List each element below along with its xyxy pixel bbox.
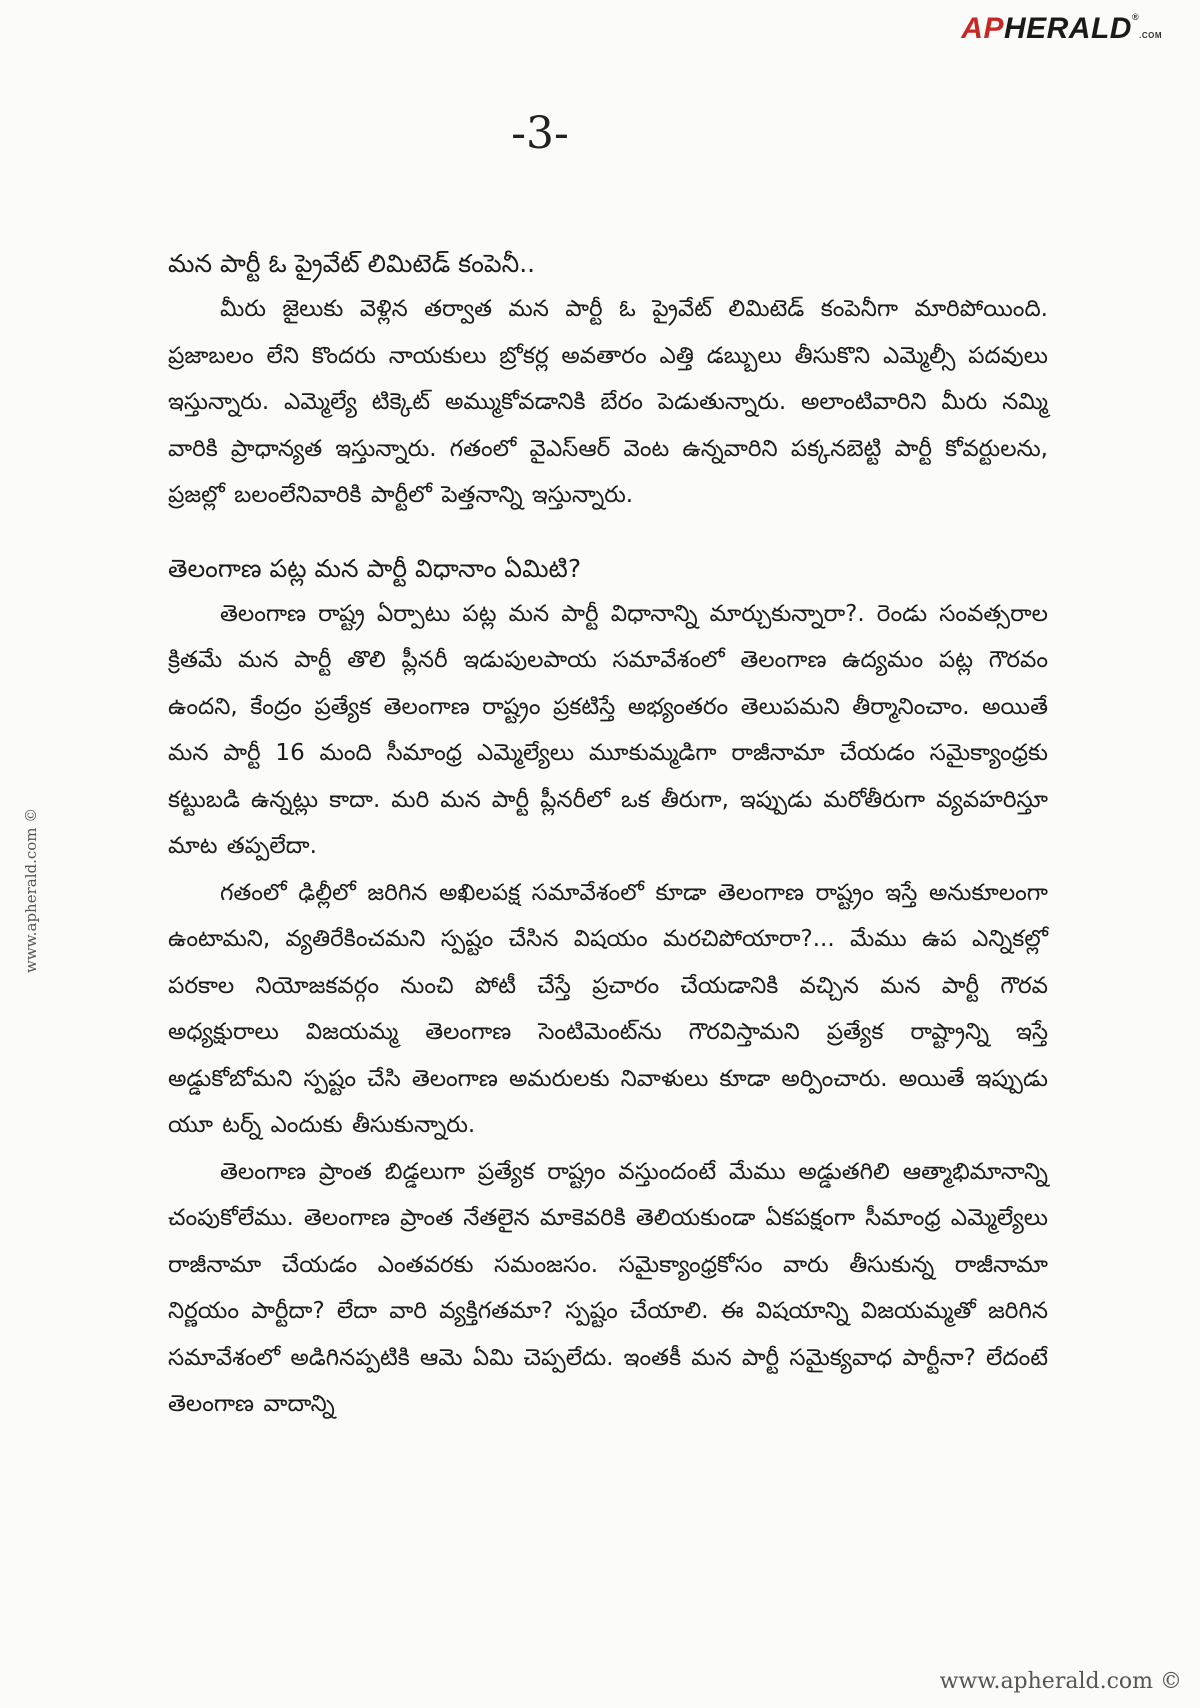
- bottom-watermark: www.apherald.com ©: [939, 1669, 1182, 1694]
- section-heading-telangana-policy: తెలంగాణ పట్ల మన పార్టీ విధానాం ఏమిటి?: [168, 553, 582, 583]
- page-number: -3-: [511, 108, 569, 159]
- paragraph: తెలంగాణ ప్రాంత బిడ్డలుగా ప్రత్యేక రాష్ట్రం వస్తుందంటే మేము అడ్డుతగిలి ఆత్మాభిమానాన్ని చంపుకోలేము. తెలంగాణ ప్రాంత నేతలైన మాకెవరికి తెలియకుండా ఏకపక్షంగా సీమాంధ్ర ఎమ్మెల్యేలు రాజీనామా చేయడం ఎంతవరకు సమంజసం. సమైక్యాంధ్రకోసం వారు తీసుకున్న రాజీనామా నిర్ణయం పార్టీదా? లేదా వారి వ్యక్తిగతమా? స్పష్టం చేయాలి. ఈ విషయాన్ని విజయమ్మతో జరిగిన సమావేశంలో అడిగినప్పటికి ఆమె ఏమి చెప్పలేదు. ఇంతకీ మన పార్టీ సమైక్యవాధ పార్టీనా? లేదంటే తెలంగాణ వాదాన్ని: [168, 1158, 1048, 1417]
- section-gap: [168, 519, 1048, 547]
- logo-registered-mark: ®: [1131, 12, 1140, 22]
- section-heading-private-company: మన పార్టీ ఓ ప్రైవేట్ లిమిటెడ్ కంపెనీ..: [168, 249, 536, 278]
- apherald-logo: [961, 12, 1162, 46]
- paragraph: తెలంగాణ రాష్ట్ర ఏర్పాటు పట్ల మన పార్టీ విధానాన్ని మార్చుకున్నారా?. రెండు సంవత్సరాల క్రితమే మన పార్టీ తొలి ప్లీనరీ ఇడుపులపాయ సమావేశంలో తెలంగాణ ఉద్యమం పట్ల గౌరవం ఉందని, కేంద్రం ప్రత్యేక తెలంగాణ రాష్ట్రం ప్రకటిస్తే అభ్యంతరం తెలుపమని తీర్మానించాం. అయితే మన పార్టీ 16 మంది సీమాంధ్ర ఎమ్మెల్యేలు మూకుమ్మడిగా రాజీనామా చేయడం సమైక్యాంధ్రకు కట్టుబడి ఉన్నట్లు కాదా. మరి మన పార్టీ ప్లీనరీలో ఒక తీరుగా, ఇప్పుడు మరోతీరుగా వ్యవహరిస్తూ మాట తప్పలేదా.: [168, 600, 1048, 859]
- logo-com-text: .COM: [1139, 31, 1162, 40]
- paragraph: మీరు జైలుకు వెళ్లిన తర్వాత మన పార్టీ ఓ ప్రైవేట్ లిమిటెడ్ కంపెనీగా మారిపోయింది. ప్రజాబలం లేని కొందరు నాయకులు బ్రోకర్ల అవతారం ఎత్తి డబ్బులు తీసుకొని ఎమ్మెల్సీ పదవులు ఇస్తున్నారు. ఎమ్మెల్యే టిక్కెట్ అమ్ముకోవడానికి బేరం పెడుతున్నారు. అలాంటివారిని మీరు నమ్మి వారికి ప్రాధాన్యత ఇస్తున్నారు. గతంలో వైఎస్ఆర్ వెంట ఉన్నవారిని పక్కనబెట్టి పార్టీ కోవర్టులను, ప్రజల్లో బలంలేనివారికి పార్టీలో పెత్తనాన్ని ఇస్తున్నారు.: [168, 296, 1048, 508]
- letter-body: [168, 242, 1048, 1428]
- logo-ap-text: AP: [961, 12, 1004, 45]
- side-watermark: www.apherald.com ©: [22, 807, 40, 973]
- paragraph: గతంలో ఢిల్లీలో జరిగిన అఖిలపక్ష సమావేశంలో కూడా తెలంగాణ రాష్ట్రం ఇస్తే అనుకూలంగా ఉంటామని, వ్యతిరేకించమని స్పష్టం చేసిన విషయం మరచిపోయారా?... మేము ఉప ఎన్నికల్లో పరకాల నియోజకవర్గం నుంచి పోటీ చేస్తే ప్రచారం చేయడానికి వచ్చిన మన పార్టీ గౌరవ అధ్యక్షురాలు విజయమ్మ తెలంగాణ సెంటిమెంట్‌ను గౌరవిస్తామని ప్రత్యేక రాష్ట్రాన్ని ఇస్తే అడ్డుకోబోమని స్పష్టం చేసి తెలంగాణ అమరులకు నివాళులు కూడా అర్పించారు. అయితే ఇప్పుడు యూ టర్న్ ఎందుకు తీసుకున్నారు.: [168, 879, 1048, 1138]
- logo-herald-text: HERALD: [1003, 12, 1132, 45]
